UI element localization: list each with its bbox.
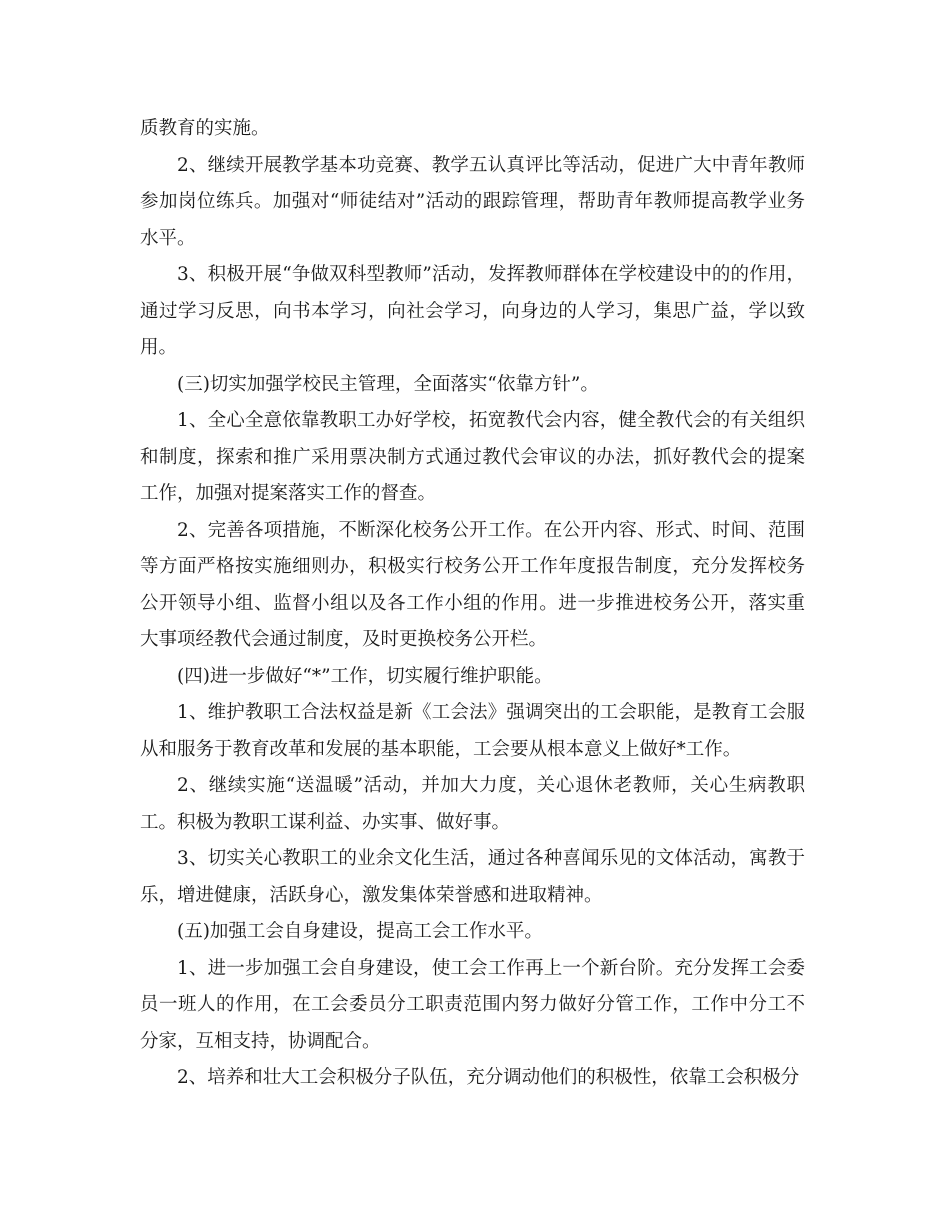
section-heading-5-union-building: (五)加强工会自身建设，提高工会工作水平。 — [177, 921, 543, 942]
paragraph-item-3-dual-teacher: 3、积极开展“争做双科型教师”活动，发挥教师群体在学校建设中的的作用，通过学习反思，向书本学习，向社会学习，向身边的人学习，集思广益，学以致用。 — [140, 264, 805, 358]
section-heading-4-protection-duties: (四)进一步做好“*”工作，切实履行维护职能。 — [177, 665, 553, 687]
paragraph-item-2-school-affairs-disclosure: 2、完善各项措施，不断深化校务公开工作。在公开内容、形式、时间、范围等方面严格按实施细则办，积极实行校务公开工作年度报告制度，充分发挥校务公开领导小组、监督小组以及各工作小组的作用。进一步推进校务公开，落实重大事项经教代会通过制度，及时更换校务公开栏。 — [140, 519, 805, 650]
section-heading-3-democratic-management: (三)切实加强学校民主管理，全面落实“依靠方针”。 — [177, 373, 599, 395]
paragraph-item-1-union-self-building: 1、进一步加强工会自身建设，使工会工作再上一个新台阶。充分发挥工会委员一班人的作用，在工会委员分工职责范围内努力做好分管工作，工作中分工不分家，互相支持，协调配合。 — [140, 957, 805, 1052]
paragraph-item-1-legal-rights: 1、维护教职工合法权益是新《工会法》强调突出的工会职能，是教育工会服从和服务于教育改革和发展的基本职能，工会要从根本意义上做好*工作。 — [140, 702, 805, 760]
paragraph-item-3-cultural-life: 3、切实关心教职工的业余文化生活，通过各种喜闻乐见的文体活动，寓教于乐，增进健康，活跃身心，激发集体荣誉感和进取精神。 — [140, 848, 805, 906]
paragraph-item-1-staff-congress: 1、全心全意依靠教职工办好学校，拓宽教代会内容，健全教代会的有关组织和制度，探索和推广采用票决制方式通过教代会审议的办法，抓好教代会的提案工作，加强对提案落实工作的督查。 — [140, 410, 805, 504]
paragraph-item-2-send-warmth: 2、继续实施“送温暖”活动，并加大力度，关心退休老教师，关心生病教职工。积极为教职工谋利益、办实事、做好事。 — [140, 775, 805, 833]
paragraph-item-2-teaching-competition: 2、继续开展教学基本功竞赛、教学五认真评比等活动，促进广大中青年教师参加岗位练兵。加强对“师徒结对”活动的跟踪管理，帮助青年教师提高教学业务水平。 — [140, 154, 805, 249]
paragraph-continuation: 质教育的实施。 — [140, 118, 270, 139]
paragraph-item-2-activists: 2、培养和壮大工会积极分子队伍，充分调动他们的积极性，依靠工会积极分 — [177, 1067, 800, 1088]
document-body — [140, 111, 805, 1097]
